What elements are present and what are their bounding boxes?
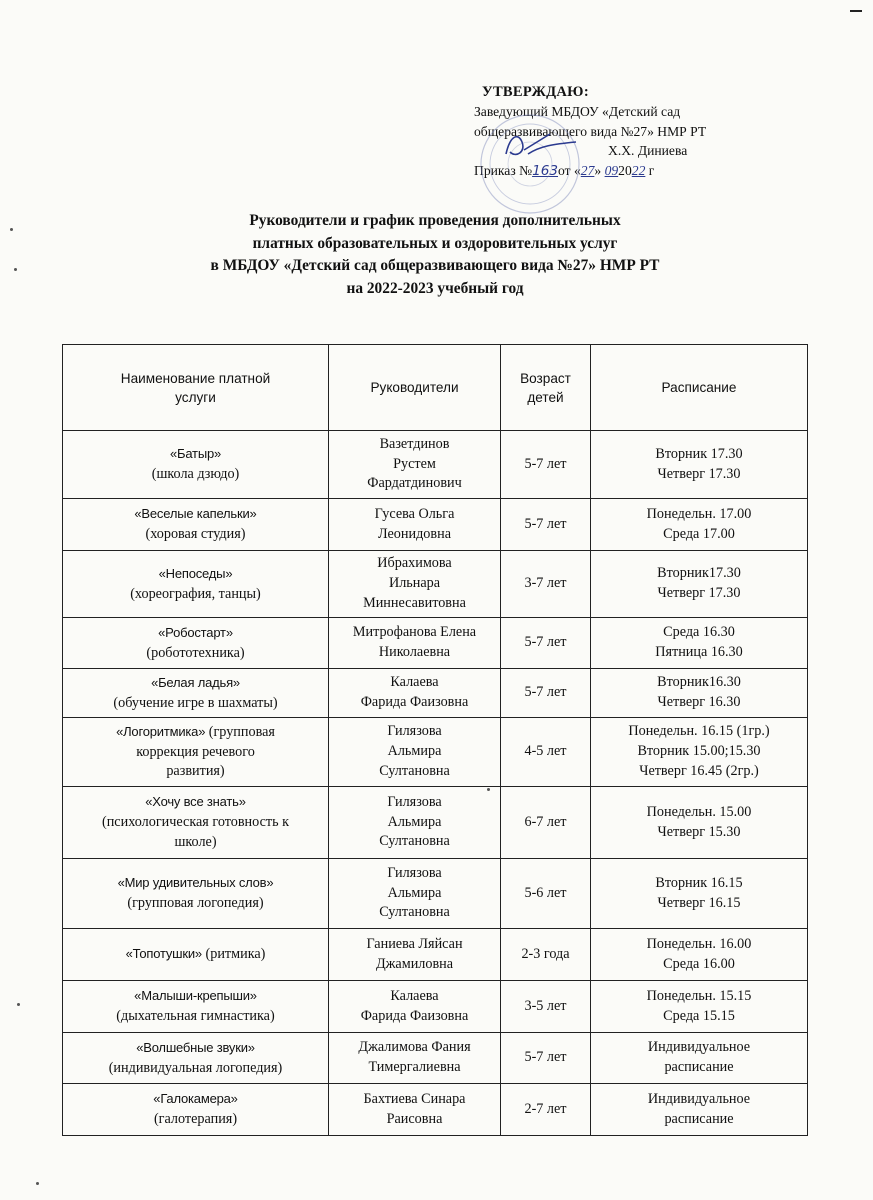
leader-name-line: Султановна [379,904,450,921]
service-description: (хореография, танцы) [130,585,261,602]
leader-cell [329,551,501,618]
leader-cell [329,859,501,929]
leader-cell [329,929,501,981]
leader-cell [329,499,501,551]
leader-name-line: Гилязова [387,723,442,740]
schedule-line: Понедельн. 15.15 [646,987,752,1004]
service-cell [63,499,329,551]
service-name: «Батыр» [169,446,222,462]
service-cell [63,787,329,859]
approval-order-line: Приказ №163от «27» 092022 г [474,162,655,179]
approval-organization-line: общеразвивающего вида №27» НМР РТ [474,123,707,139]
age-cell: 5-7 лет [501,669,591,718]
schedule-line: Среда 17.00 [663,525,735,542]
service-description: (галотерапия) [153,1111,238,1127]
schedule-cell [591,981,808,1033]
schedule-line: Понедельн. 16.15 (1гр.) [628,723,770,740]
leader-name-line: Рустем [393,455,436,472]
schedule-line: Понедельн. 15.00 [646,803,752,820]
table-row [63,1084,808,1136]
header-schedule: Расписание [591,345,808,431]
table-row [63,618,808,669]
schedule-line: Четверг 17.30 [657,465,741,482]
approval-position-line: Заведующий МБДОУ «Детский сад [474,104,681,120]
age-cell: 2-7 лет [501,1084,591,1136]
leader-name-line: Николаевна [378,644,451,660]
age-cell: 6-7 лет [501,787,591,859]
table-row [63,718,808,787]
services-table [62,344,808,1136]
leader-name-line: Фардатдинович [367,475,462,492]
schedule-line: расписание [664,1059,734,1075]
schedule-line: Четверг 16.45 (2гр.) [639,762,759,779]
order-number: 163 [532,162,559,179]
scan-speck [36,1182,39,1185]
schedule-line: Индивидуальное [647,1090,751,1107]
order-suffix: г [645,162,655,178]
service-name: «Топотушки» [125,946,202,962]
leader-name-line: Вазетдинов [379,435,450,452]
schedule-line: Четверг 17.30 [657,585,741,601]
leader-cell [329,718,501,787]
schedule-cell [591,551,808,618]
service-name: «Веселые капельки» [134,506,257,522]
table-row [63,929,808,981]
service-name: «Волшебные звуки» [136,1039,255,1055]
service-name: «Мир удивительных слов» [117,875,274,891]
scan-speck [10,228,13,231]
schedule-line: Вторник16.30 [657,674,741,691]
service-cell [63,1084,329,1136]
leader-name-line: Султановна [379,833,450,850]
leader-name-line: Джалимова Фания [358,1039,471,1056]
scan-speck [14,268,17,271]
service-description: (групповая логопедия) [127,895,264,911]
schedule-line: расписание [664,1110,734,1127]
service-name: «Малыши-крепыши» [134,988,257,1004]
leader-name-line: Тимергалиевна [368,1059,461,1075]
schedule-line: Индивидуальное [647,1039,751,1056]
service-cell [63,669,329,718]
leader-cell [329,1033,501,1084]
service-description: (дыхательная гимнастика) [116,1008,275,1024]
leader-name-line: Джамиловна [375,955,454,972]
title-line-4: на 2022-2023 учебный год [346,279,524,297]
approval-director-name: Х.Х. Диниева [608,143,688,159]
leader-cell [329,1084,501,1136]
schedule-cell [591,859,808,929]
leader-name-line: Фарида Фаизовна [360,1007,469,1024]
schedule-cell [591,1084,808,1136]
table-row [63,787,808,859]
service-name: «Непоседы» [158,565,233,581]
age-cell: 3-5 лет [501,981,591,1033]
service-description: (ритмика) [201,946,266,963]
leader-name-line: Бахтиева Синара [363,1090,466,1107]
leader-cell [329,431,501,499]
service-description: школе) [174,833,217,850]
table-row [63,1033,808,1084]
service-name: «Галокамера» [153,1091,238,1107]
order-from: от « [558,162,581,178]
service-description: (хоровая студия) [145,526,246,542]
table-row [63,669,808,718]
schedule-cell [591,929,808,981]
title-line-3: в МБДОУ «Детский сад общеразвивающего вида №27» НМР РТ [210,257,660,274]
service-cell [63,929,329,981]
schedule-cell [591,499,808,551]
age-cell: 2-3 года [501,929,591,981]
age-cell: 5-7 лет [501,1033,591,1084]
director-signature [488,128,584,162]
schedule-cell [591,618,808,669]
schedule-cell [591,1033,808,1084]
service-description: (робототехника) [146,644,245,661]
leader-cell [329,669,501,718]
leader-name-line: Калаева [390,674,439,691]
leader-name-line: Гилязова [387,864,442,881]
leader-name-line: Ганиева Ляйсан [366,935,463,952]
approval-heading: УТВЕРЖДАЮ: [482,84,589,100]
age-cell: 3-7 лет [501,551,591,618]
schedule-line: Вторник 16.15 [655,874,743,891]
schedule-cell [591,431,808,499]
leader-name-line: Султановна [379,762,450,779]
table-row [63,551,808,618]
service-name: «Робостарт» [158,624,233,640]
schedule-line: Пятница 16.30 [655,644,743,660]
leader-name-line: Митрофанова Елена [352,624,477,641]
schedule-line: Четверг 15.30 [657,823,741,840]
header-service: Наименование платной услуги [63,345,329,431]
order-month: 09 [604,162,619,178]
service-name: «Логоритмика» [116,723,206,739]
age-cell: 5-7 лет [501,499,591,551]
leader-cell [329,618,501,669]
order-year: 22 [631,162,646,178]
schedule-cell [591,787,808,859]
service-cell [63,859,329,929]
service-description: коррекция речевого [136,743,255,760]
leader-name-line: Леонидовна [377,525,451,542]
age-cell: 5-6 лет [501,859,591,929]
header-leader: Руководители [329,345,501,431]
leader-name-line: Альмира [387,743,442,760]
service-description: (психологическая готовность к [101,814,289,831]
schedule-line: Вторник 17.30 [655,445,743,462]
service-cell [63,1033,329,1084]
schedule-line: Вторник 15.00;15.30 [637,743,761,760]
leader-name-line: Ильнара [388,575,441,592]
title-line-1: Руководители и график проведения дополнительных [249,212,621,229]
service-cell [63,981,329,1033]
header-age: Возраст детей [501,345,591,431]
service-description: (индивидуальная логопедия) [108,1059,283,1076]
service-description: (обучение игре в шахматы) [113,694,278,711]
table-row [63,499,808,551]
age-cell: 5-7 лет [501,618,591,669]
table-header-row [63,345,808,431]
leader-name-line: Альмира [387,813,442,830]
leader-cell [329,981,501,1033]
service-description: (школа дзюдо) [151,466,240,482]
table-row [63,859,808,929]
scan-edge-mark [850,10,862,12]
leader-name-line: Миннесавитовна [363,594,466,611]
leader-name-line: Ибрахимова [377,555,452,572]
service-cell [63,431,329,499]
title-line-2: платных образовательных и оздоровительных услуг [252,234,618,252]
leader-name-line: Гилязова [387,793,442,810]
service-name: «Белая ладья» [151,674,240,690]
schedule-cell [591,718,808,787]
service-description: развития) [166,763,225,780]
service-description: (групповая [205,723,275,740]
schedule-line: Понедельн. 17.00 [646,505,752,522]
order-year-prefix: 20 [618,162,632,178]
leader-cell [329,787,501,859]
schedule-cell [591,669,808,718]
schedule-line: Среда 16.30 [663,624,735,641]
schedule-line: Понедельн. 16.00 [646,935,752,952]
service-cell [63,618,329,669]
schedule-line: Четверг 16.15 [657,894,741,911]
age-cell: 5-7 лет [501,431,591,499]
age-cell: 4-5 лет [501,718,591,787]
service-cell [63,551,329,618]
order-day: 27 [580,162,595,178]
scan-speck [17,1003,20,1006]
leader-name-line: Альмира [387,884,442,901]
leader-name-line: Раисовна [386,1110,443,1127]
document-title [150,210,720,300]
leader-name-line: Гусева Ольга [374,505,455,522]
table-row [63,431,808,499]
leader-name-line: Фарида Фаизовна [360,694,469,710]
order-prefix: Приказ № [474,162,533,178]
leader-name-line: Калаева [390,987,439,1004]
table-row [63,981,808,1033]
service-name: «Хочу все знать» [145,794,246,810]
schedule-line: Среда 15.15 [663,1007,735,1024]
schedule-line: Среда 16.00 [663,955,735,972]
schedule-line: Вторник17.30 [657,565,741,582]
schedule-line: Четверг 16.30 [657,694,741,710]
service-cell [63,718,329,787]
